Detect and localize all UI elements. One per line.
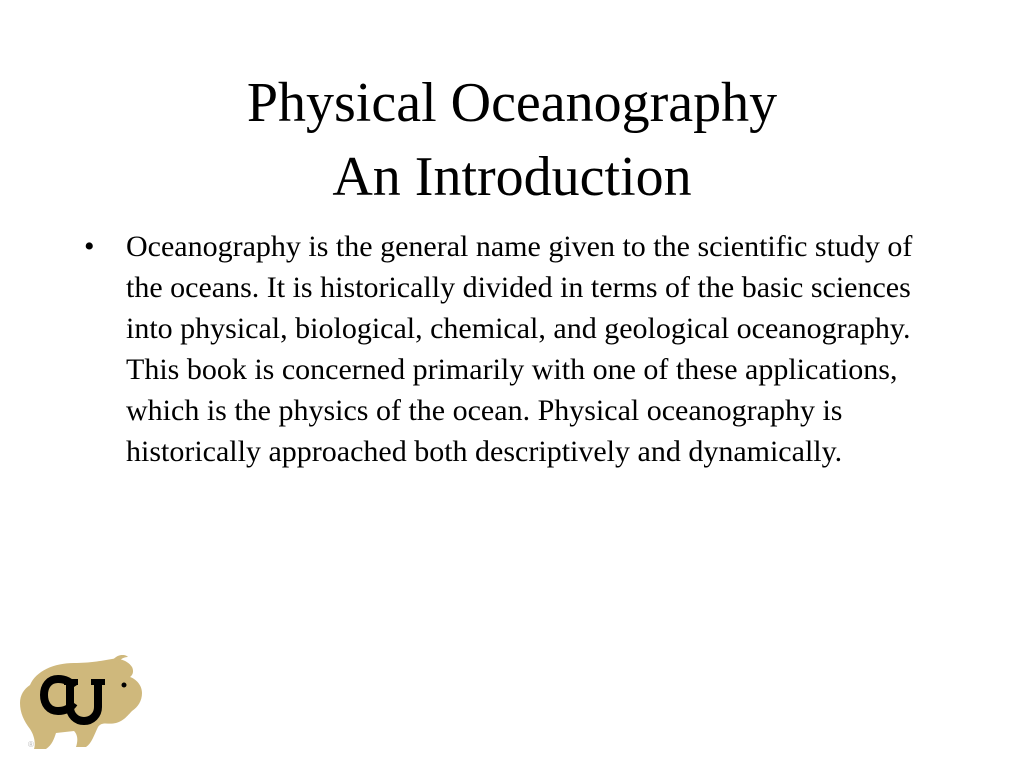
bullet-list [84,226,924,472]
u-serif-left [64,679,78,685]
buffalo-eye-shape [122,683,127,688]
cu-buffalo-logo-icon [16,655,148,755]
bullet-text: Oceanography is the general name given to the scientific study of the oceans. It is historically divided in terms of the basic sciences into physical, biological, chemical, and geological oceanography. This book is concerned primarily with one of these applications, which is the physics of the ocean. Physical oceanography is historically approached both descriptively and dynamically. [126,230,913,468]
u-serif-right [91,679,105,685]
bullet-item [84,226,924,472]
title-line-2: An Introduction [332,146,692,208]
bullet-dot: • [84,230,95,263]
title-line-1: Physical Oceanography [246,72,778,134]
registered-mark: ® [28,740,34,749]
slide-title [0,66,1024,214]
buffalo-body-shape [20,659,142,749]
